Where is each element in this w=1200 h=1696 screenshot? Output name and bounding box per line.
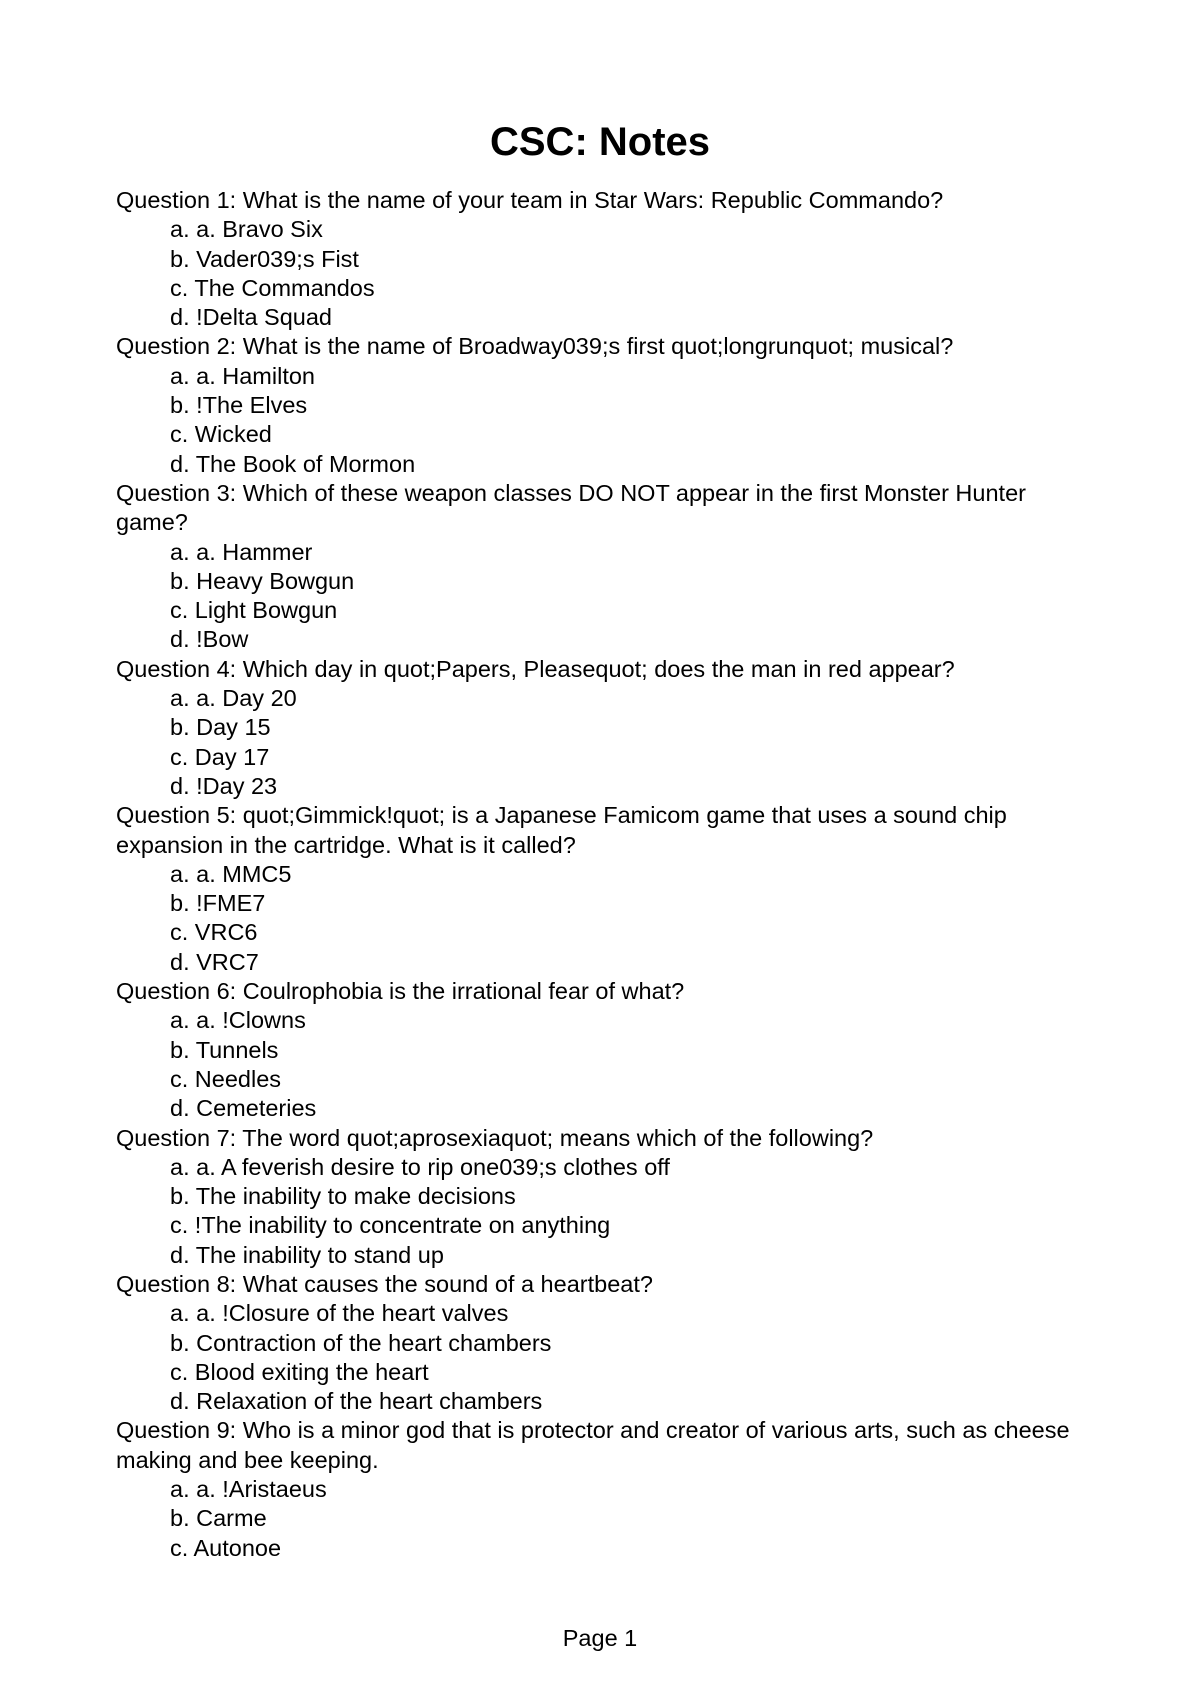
question-6 [116,977,1076,1123]
question-text: Question 9: Who is a minor god that is protector and creator of various arts, such as cheese making and bee keeping. [116,1417,1070,1473]
answer-option: d. Relaxation of the heart chambers [170,1388,543,1415]
answer-option: a. a. Hamilton [170,362,315,389]
question-text: Question 7: The word quot;aprosexiaquot; means which of the following? [116,1124,874,1151]
question-4 [116,655,1076,801]
answer-option: a. a. Bravo Six [170,216,323,243]
answer-option: b. Contraction of the heart chambers [170,1329,552,1356]
answer-option: b. Heavy Bowgun [170,567,355,594]
answer-option: a. a. MMC5 [170,860,292,887]
answer-option: c. Blood exiting the heart [170,1358,429,1385]
answer-option: d. !Day 23 [170,772,278,799]
answer-option: b. Carme [170,1505,267,1532]
answer-option: b. Tunnels [170,1036,279,1063]
answer-option: d. The inability to stand up [170,1241,444,1268]
question-text: Question 5: quot;Gimmick!quot; is a Japanese Famicom game that uses a sound chip expansion in the cartridge. What is it called? [116,802,1007,858]
question-text: Question 4: Which day in quot;Papers, Pleasequot; does the man in red appear? [116,655,955,682]
answer-option: c. VRC6 [170,919,258,946]
answer-option: c. Wicked [170,421,272,448]
answer-option: a. a. !Aristaeus [170,1476,327,1503]
question-text: Question 2: What is the name of Broadway039;s first quot;longrunquot; musical? [116,333,954,360]
question-list [116,186,1076,1563]
question-text: Question 1: What is the name of your team in Star Wars: Republic Commando? [116,187,944,213]
answer-option: c. Needles [170,1065,282,1092]
answer-option: c. Day 17 [170,743,270,770]
answer-option: b. Day 15 [170,714,271,741]
question-text: Question 6: Coulrophobia is the irrational fear of what? [116,978,685,1005]
answer-option: a. a. Day 20 [170,685,297,712]
answer-option: c. Light Bowgun [170,597,338,624]
answer-option: a. a. Hammer [170,538,313,565]
answer-option: d. !Bow [170,626,249,653]
answer-option: d. The Book of Mormon [170,450,416,477]
answer-option: d. !Delta Squad [170,304,332,331]
question-5 [116,801,1076,977]
answer-option: c. !The inability to concentrate on anything [170,1212,611,1239]
question-3 [116,479,1076,655]
answer-option: c. The Commandos [170,274,375,301]
question-1 [116,186,1076,332]
question-2 [116,332,1076,478]
answer-option: a. a. !Closure of the heart valves [170,1300,509,1327]
page-number: Page 1 [562,1625,638,1651]
question-text: Question 3: Which of these weapon classes DO NOT appear in the first Monster Hunter game? [116,479,1026,536]
answer-option: a. a. A feverish desire to rip one039;s clothes off [170,1153,670,1180]
question-7 [116,1124,1076,1270]
answer-option: d. VRC7 [170,948,259,975]
answer-option: b. Vader039;s Fist [170,245,359,272]
answer-option: b. !FME7 [170,890,266,917]
answer-option: d. Cemeteries [170,1095,317,1122]
answer-option: a. a. !Clowns [170,1007,306,1034]
answer-option: c. Autonoe [170,1534,282,1561]
question-9 [116,1416,1076,1562]
page-title: CSC: Notes [489,120,711,164]
question-8 [116,1270,1076,1416]
answer-option: b. !The Elves [170,392,308,419]
answer-option: b. The inability to make decisions [170,1183,516,1210]
question-text: Question 8: What causes the sound of a heartbeat? [116,1270,653,1297]
